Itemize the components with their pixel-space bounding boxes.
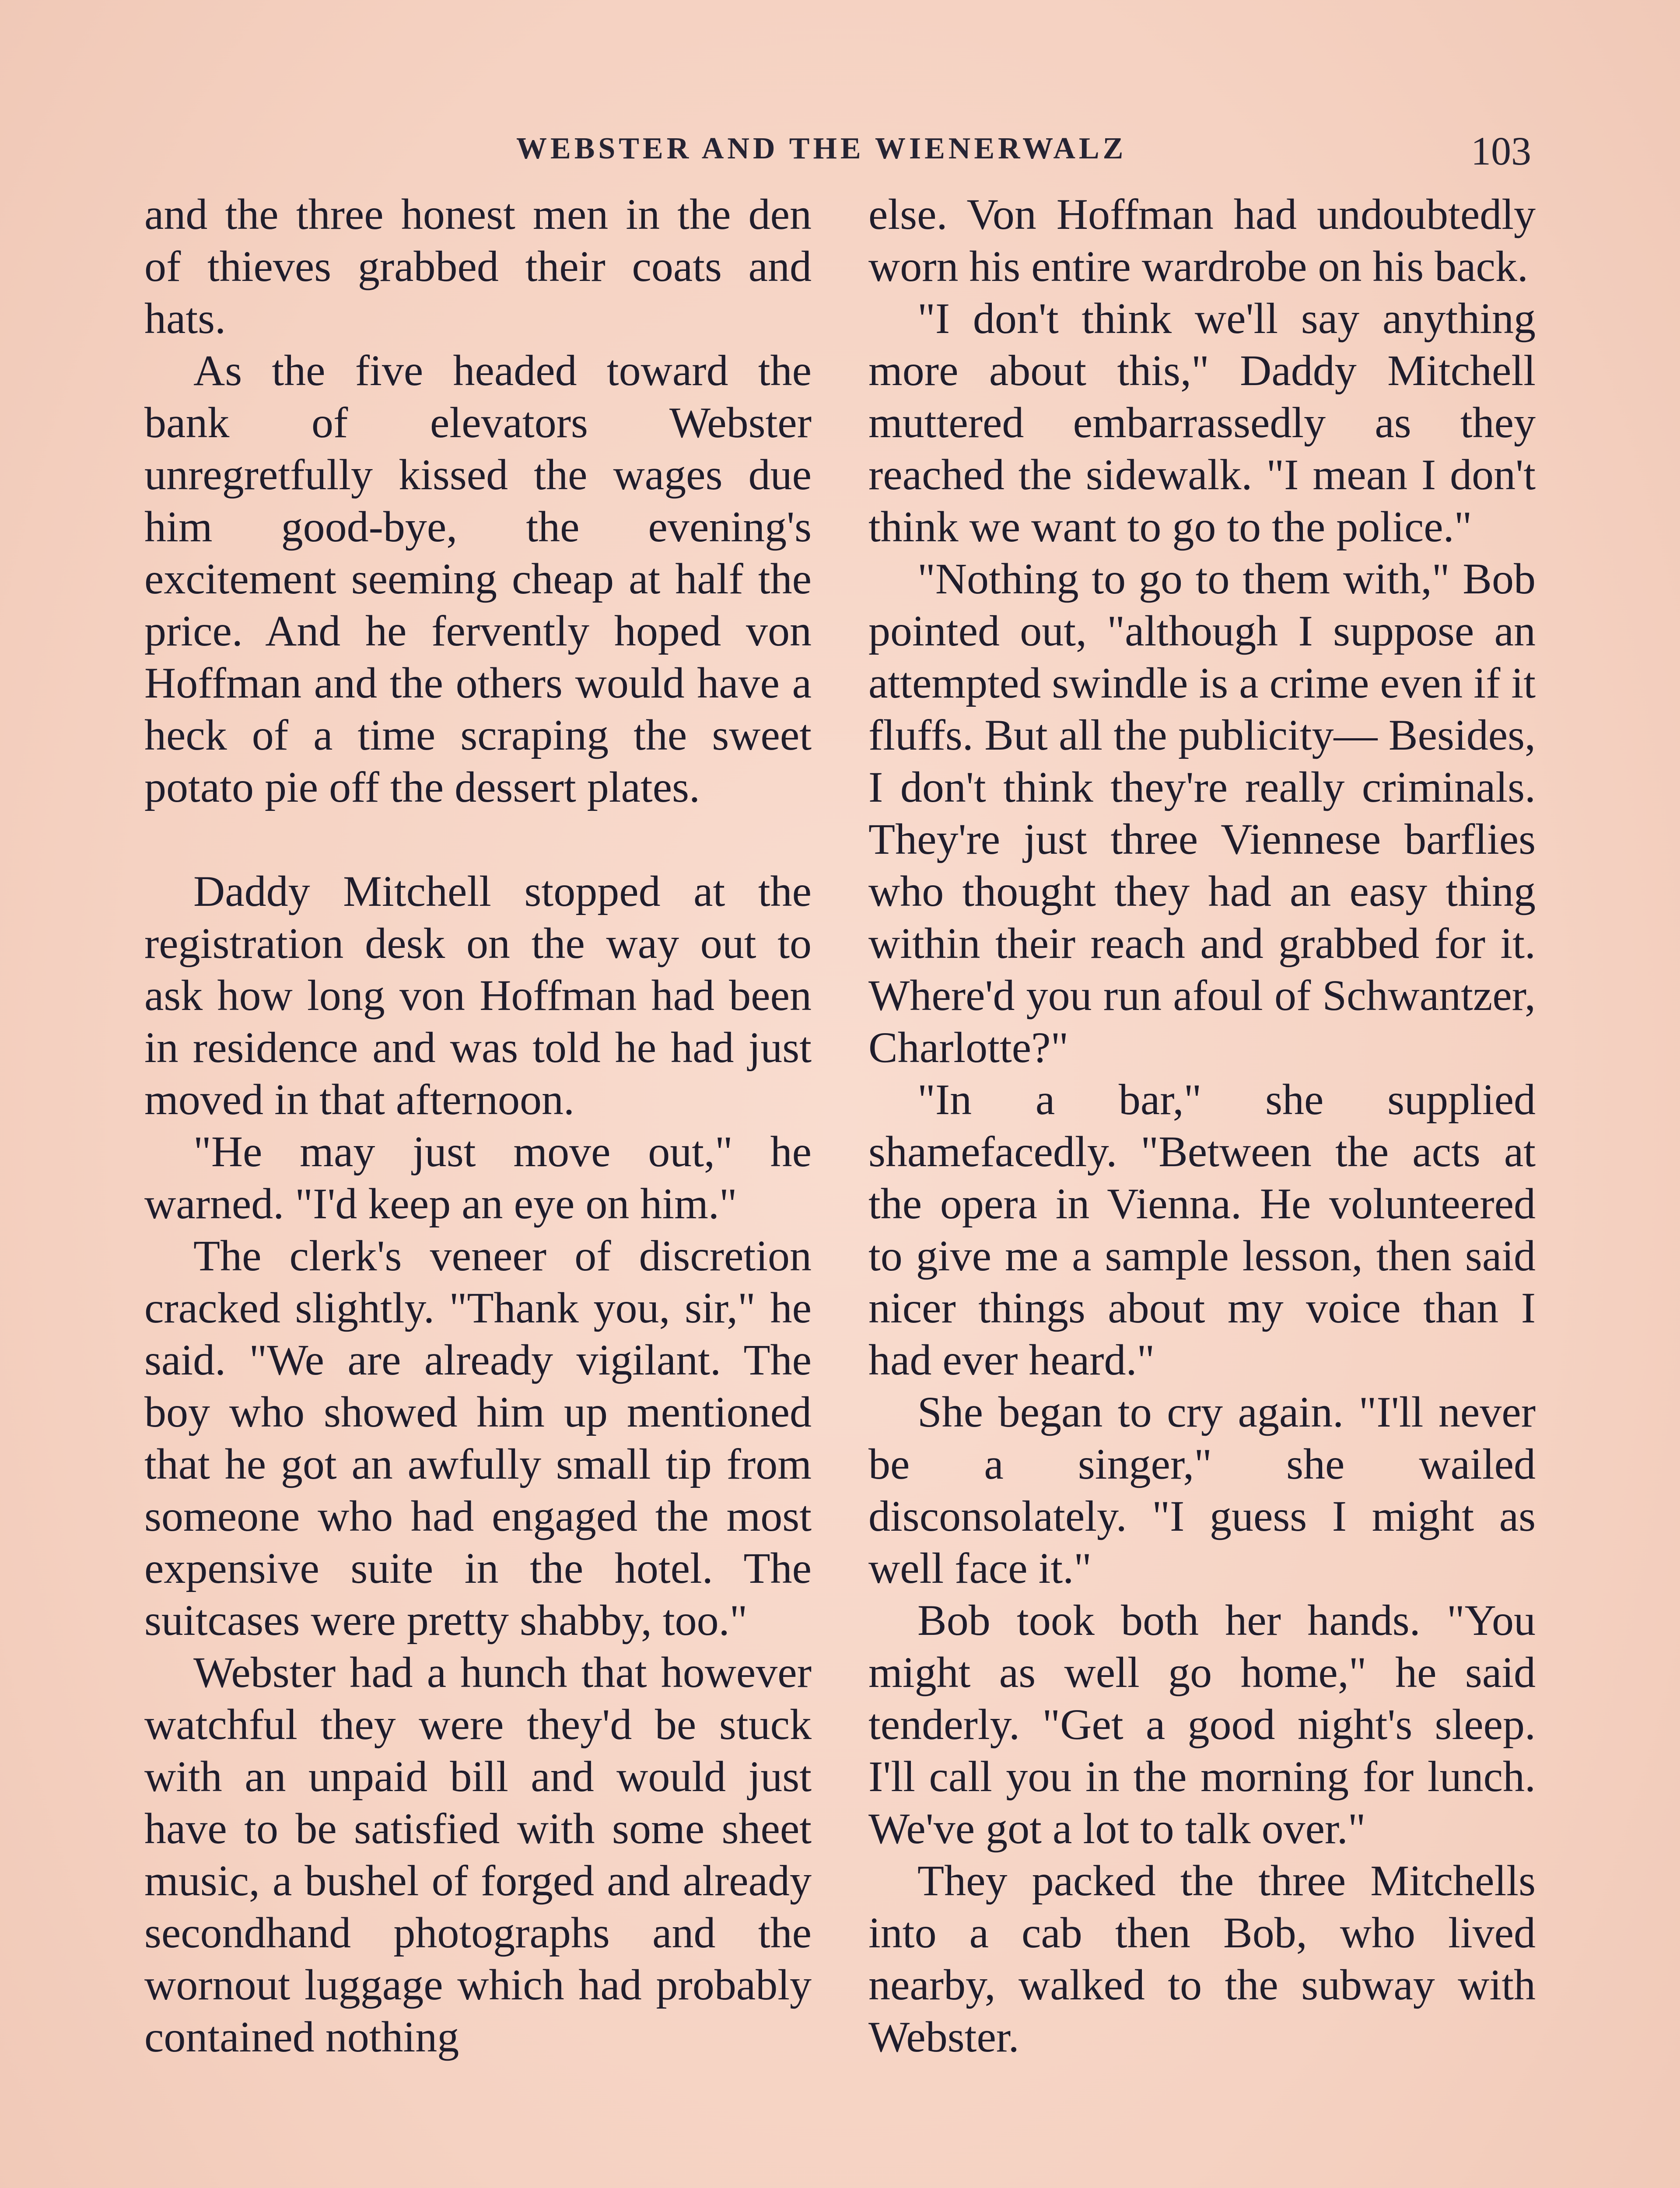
paragraph: Bob took both her hands. "You might as well go home," he said tenderly. "Get a good night's sleep. I'll call you in the morning for lunch. We've got a lot to talk over." [868,1596,1536,1853]
paragraph: "He may just move out," he warned. "I'd keep an eye on him." [144,1127,812,1228]
paragraph: Daddy Mitchell stopped at the registration desk on the way out to ask how long von Hoffman had been in residence and was told he had just moved in that afternoon. [144,867,812,1124]
paragraph: "I don't think we'll say anything more about this," Daddy Mitchell muttered embarrassedly as they reached the sidewalk. "I mean I don't think we want to go to the police." [868,294,1536,551]
left-column [144,188,812,2063]
paragraph: Webster had a hunch that however watchful they were they'd be stuck with an unpaid bill and would just have to be satisfied with some sheet music, a bushel of forged and already secondhand photographs and the wornout luggage which had probably contained nothing [144,1648,812,2061]
paragraph: and the three honest men in the den of thieves grabbed their coats and hats. [144,190,812,343]
paragraph: "Nothing to go to them with," Bob pointed out, "although I suppose an attempted swindle is a crime even if it fluffs. But all the publicity— Besides, I don't think they're really criminals. They're just three Viennese barflies who thought they had an easy thing within their reach and grabbed for it. Where'd you run afoul of Schwantzer, Charlotte?" [868,554,1536,1072]
page-number: 103 [1471,129,1531,173]
paragraph: They packed the three Mitchells into a cab then Bob, who lived nearby, walked to the subway with Webster. [868,1856,1536,2061]
paragraph: She began to cry again. "I'll never be a singer," she wailed disconsolately. "I guess I might as well face it." [868,1388,1536,1592]
paragraph: As the five headed toward the bank of elevators Webster unregretfully kissed the wages due him good-bye, the evening's excitement seeming cheap at half the price. And he fervently hoped von Hoffman and the others would have a heck of a time scraping the sweet potato pie off the dessert plates. [144,346,812,811]
paragraph: else. Von Hoffman had undoubtedly worn his entire wardrobe on his back. [868,190,1536,291]
right-column [868,188,1536,2063]
paragraph: The clerk's veneer of discretion cracked slightly. "Thank you, sir," he said. "We are already vigilant. The boy who showed him up mentioned that he got an awfully small tip from someone who had engaged the most expensive suite in the hotel. The suitcases were pretty shabby, too." [144,1231,812,1645]
running-head: WEBSTER AND THE WIENERWALZ [516,132,1127,165]
paragraph: "In a bar," she supplied shamefacedly. "Between the acts at the opera in Vienna. He volunteered to give me a sample lesson, then said nicer things about my voice than I had ever heard." [868,1075,1536,1384]
page-header [144,131,1531,179]
